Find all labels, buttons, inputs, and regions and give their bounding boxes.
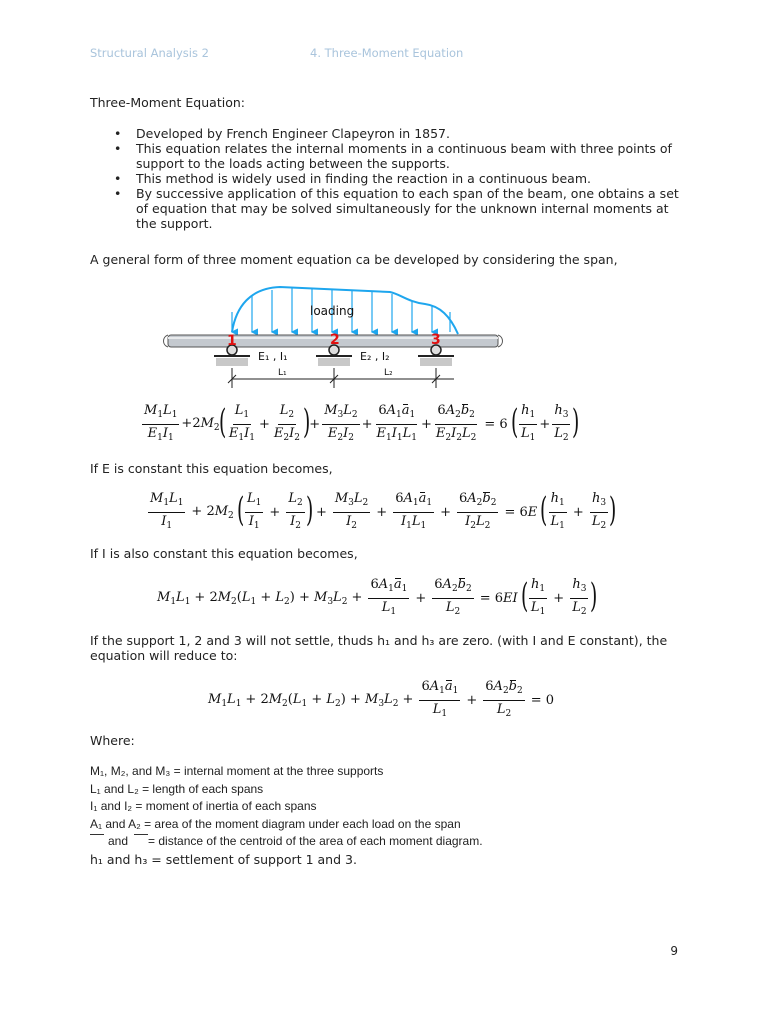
page-number: 9 <box>670 944 678 958</box>
loading-label: loading <box>310 304 355 318</box>
equation-general: $\frac{M_1L_1}{E_1I_1}$ $+2M_2$ ( $\frac{L_1}{E_1I_1}$ + $\frac{L_2}{E_2I_2}$ ) + $\frac{M_3L_2}{E_2I_2}$ + $\frac{6A_1a_1}{E_1I_1L_1}$ + $\frac{6A_2b_2}{E_2I_2L_2}$ = 6 ( $\frac{h_1}{L_1}$ + $\frac{h_3}{L_2}$ ) <box>144 402 579 443</box>
continuous-beam-diagram <box>150 282 520 390</box>
definition-item: A₁ and A₂ = area of the moment diagram under each load on the span <box>90 816 461 831</box>
span1-properties: E₁ , I₁ <box>258 350 288 363</box>
bullet-item: • By successive application of this equation to each span of the beam, one obtains a set of equation that may be solved simultaneously for the unknown internal moments at the support. <box>90 186 690 231</box>
support-label-3: 3 <box>431 332 441 348</box>
definitions-list <box>90 763 483 868</box>
support-label-2: 2 <box>330 332 340 348</box>
running-header-course: Structural Analysis 2 <box>90 46 209 60</box>
support-label-1: 1 <box>227 333 237 349</box>
bullet-list <box>90 126 690 231</box>
paragraph-no-settlement: If the support 1, 2 and 3 will not settle, thuds h₁ and h₃ are zero. (with I and E constant), the equation will reduce to: <box>90 633 668 663</box>
where-label: Where: <box>90 733 135 748</box>
definition-item: I₁ and I₂ = moment of inertia of each spans <box>90 799 317 813</box>
intro-paragraph: A general form of three moment equation ca be developed by considering the span, <box>90 252 618 267</box>
equation-e-constant: $\frac{M_1L_1}{I_1}$ + $2M_2$ ( $\frac{L_1}{I_1}$ + $\frac{L_2}{I_2}$ ) + $\frac{M_3L_2}{I_2}$ + $\frac{6A_1a_1}{I_1L_1}$ + $\frac{6A_2b_2}{I_2L_2}$ = 6E ( $\frac{h_1}{L_1}$ + $\frac{h_3}{L_2}$ ) <box>150 490 617 531</box>
dimension-line <box>228 368 454 388</box>
definition-item: M₁, M₂, and M₃ = internal moment at the three supports <box>90 764 384 778</box>
support-2 <box>316 345 352 366</box>
span2-properties: E₂ , I₂ <box>360 350 390 363</box>
definition-item: L₁ and L₂ = length of each spans <box>90 781 264 796</box>
support-3 <box>418 345 454 366</box>
section-heading: Three-Moment Equation: <box>90 95 245 110</box>
definition-item: h₁ and h₃ = settlement of support 1 and 3. <box>90 851 357 867</box>
definition-item: and = distance of the centroid of the area of each moment diagram. <box>108 834 483 848</box>
paragraph-e-constant: If E is constant this equation becomes, <box>90 461 333 476</box>
span2-length: L₂ <box>384 368 393 378</box>
bullet-item: • Developed by French Engineer Clapeyron in 1857. <box>90 126 690 141</box>
bullet-item: • This method is widely used in finding the reaction in a continuous beam. <box>90 171 690 186</box>
running-header-chapter: 4. Three-Moment Equation <box>310 46 464 60</box>
span1-length: L₁ <box>278 368 287 378</box>
paragraph-i-constant: If I is also constant this equation becomes, <box>90 546 358 561</box>
bullet-item: • This equation relates the internal moments in a continuous beam with three points of support to the loads acting between the supports. <box>90 141 690 171</box>
equation-no-settlement: $M_1L_1$ + $2M_2(L_1 + L_2) + M_3L_2$ + $\frac{6A_1a_1}{L_1}$ + $\frac{6A_2b_2}{L_2}$ = 0 <box>208 678 555 719</box>
equation-ei-constant: $M_1L_1$ + $2M_2(L_1 + L_2) + M_3L_2$ + $\frac{6A_1a_1}{L_1}$ + $\frac{6A_2b_2}{L_2}$ = 6EI ( $\frac{h_1}{L_1}$ + $\frac{h_3}{L_2}$ ) <box>157 576 597 617</box>
